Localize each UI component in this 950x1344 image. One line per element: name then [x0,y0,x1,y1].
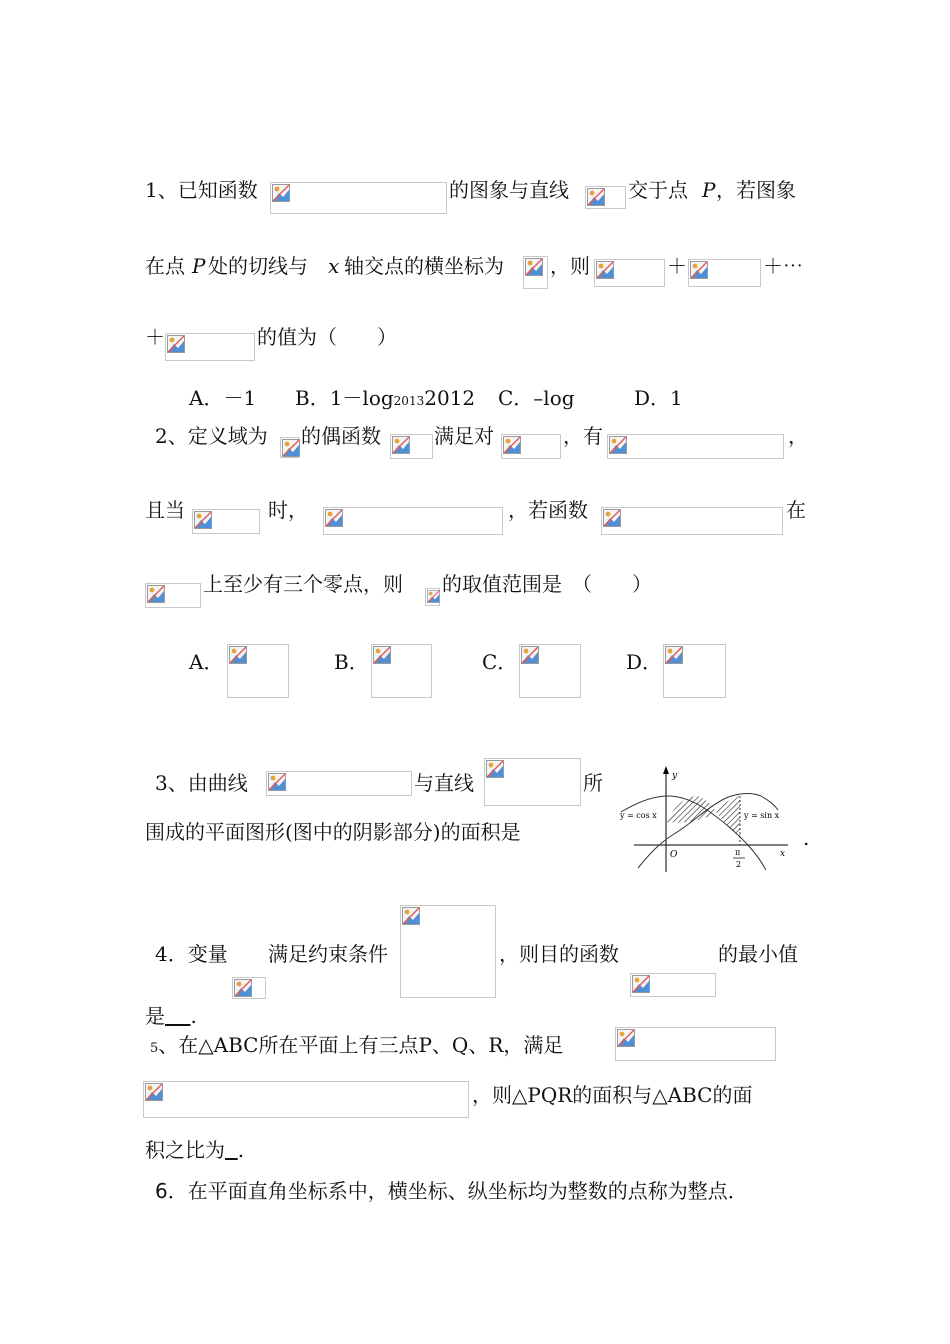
q2-line1-text-d: ，有 [563,424,603,448]
formula-image [601,507,783,535]
q1-option-b-value: 2012 [424,386,476,410]
q3-answer-period: . [803,826,810,850]
formula-image [266,771,412,796]
q1-line2-text-a: 在点 [145,254,185,278]
formula-image [594,259,665,287]
q2-line3-text-a: 上至少有三个零点，则 [203,572,403,596]
broken-image-icon [690,261,708,279]
q6-line1-text: 6．在平面直角坐标系中，横坐标、纵坐标均为整数的点称为整点． [155,1179,748,1203]
variable-p: P [192,254,206,278]
formula-image [630,973,716,997]
formula-image [523,256,548,289]
q2-line2-text-b: 时， [268,498,308,522]
q1-line3-text: 的值为（ ） [257,325,397,349]
q1-line1-text-d: ，若图象 [716,178,796,202]
formula-image [145,583,201,608]
formula-image [585,186,626,209]
answer-blank [165,1004,190,1028]
broken-image-icon [325,509,343,527]
q2-line2-text-c: ，若函数 [508,498,588,522]
broken-image-icon [617,1029,635,1047]
broken-image-icon [632,975,650,993]
q1-option-a: A．－1 [189,386,257,410]
q5-line3-period: . [237,1138,245,1162]
q3-line1-text-a: 3、由曲线 [155,771,248,795]
broken-image-icon [373,646,391,664]
variable-p: P [702,178,716,202]
q5-number: 5 [150,1041,159,1056]
formula-image [270,182,447,214]
q4-line1-text-b: 满足约束条件 [268,942,388,966]
formula-image [607,434,784,459]
q1-line1-text-a: 1、已知函数 [145,178,258,202]
broken-image-icon [665,646,683,664]
broken-image-icon [402,907,420,925]
formula-image [232,977,266,999]
q4-line1-text-d: 的最小值 [718,942,798,966]
q2-option-a: A． [189,650,224,674]
q1-option-b-subscript: 2013 [393,394,425,408]
constraint-image [400,905,496,998]
q1-line2-text-b: 处的切线与 [208,254,308,278]
option-image [519,644,581,698]
cos-sin-area-figure [616,760,796,878]
broken-image-icon [587,188,605,206]
q1-line1-text-b: 的图象与直线 [449,178,569,202]
broken-image-icon [596,261,614,279]
formula-image [501,434,561,459]
formula-image [390,434,433,459]
q5-line2-text: ，则△PQR的面积与△ABC的面 [472,1083,753,1107]
broken-image-icon [145,1083,163,1101]
formula-image [688,259,761,287]
q2-option-b: B． [334,650,369,674]
figure-origin-label: O [670,850,678,860]
formula-image [425,588,440,606]
q2-line2-text-a: 且当 [145,498,185,522]
q1-line2-text-d: ，则 [550,254,590,278]
q2-option-d: D． [626,650,663,674]
figure-sin-label: y = sin x [744,811,780,820]
formula-image [323,507,503,535]
figure-x-label: x [780,849,786,859]
q2-line1-text-a: 2、定义域为 [155,424,268,448]
q4-line1-text-c: ，则目的函数 [499,942,619,966]
formula-image [280,437,299,458]
q2-line1-text-c: 满足对 [434,424,494,448]
q5-line3-text: 积之比为 [145,1138,225,1162]
q4-line1-text-a: 4．变量 [155,942,228,966]
broken-image-icon [392,436,410,454]
broken-image-icon [229,646,247,664]
figure-cos-label: y = cos x [620,811,657,820]
q3-line1-text-b: 与直线 [414,771,474,795]
figure-pi-label: π [735,848,741,857]
q2-line1-text-b: 的偶函数 [301,424,381,448]
broken-image-icon [272,184,290,202]
formula-image [143,1081,469,1118]
option-image [371,644,432,698]
broken-image-icon [282,439,300,457]
q2-line3-text-b: 的取值范围是 （ ） [442,572,652,596]
figure-y-label: y [672,771,678,781]
q1-line1-text-c: 交于点 [628,178,688,202]
broken-image-icon [486,760,504,778]
broken-image-icon [234,979,252,997]
broken-image-icon [609,436,627,454]
plus-ellipsis: ＋⋯ [763,254,803,278]
broken-image-icon [147,585,165,603]
broken-image-icon [521,646,539,664]
broken-image-icon [167,335,185,353]
q1-line2-text-c: 轴交点的横坐标为 [344,254,504,278]
option-image [227,644,289,698]
broken-image-icon [268,773,286,791]
q1-option-c: C．–log [498,386,575,410]
q1-option-b: B．1－log [295,386,394,410]
formula-image [615,1027,776,1061]
q2-line2-text-d: 在 [786,498,806,522]
formula-image [192,509,260,534]
broken-image-icon [525,258,543,276]
variable-x: x [328,254,340,278]
q2-line1-text-e: ， [788,424,808,448]
answer-blank [225,1138,238,1162]
figure-two-label: 2 [736,860,742,869]
plus-sign: ＋ [145,325,165,349]
q1-option-d: D．1 [634,386,683,410]
q2-option-c: C． [482,650,518,674]
formula-image [484,758,581,806]
broken-image-icon [427,590,440,603]
broken-image-icon [603,509,621,527]
broken-image-icon [503,436,521,454]
q5-line1-text: 、在△ABC所在平面上有三点P、Q、R，满足 [158,1033,564,1057]
broken-image-icon [194,511,212,529]
q4-line2-text-a: 是 [145,1004,165,1028]
formula-image [165,333,255,361]
plus-sign: ＋ [667,254,687,278]
q4-line2-period: . [190,1004,197,1028]
q3-line2-text: 围成的平面图形(图中的阴影部分)的面积是 [145,820,521,844]
q3-line1-text-c: 所 [583,771,603,795]
option-image [663,644,726,698]
y-axis-arrow-icon [663,766,669,774]
